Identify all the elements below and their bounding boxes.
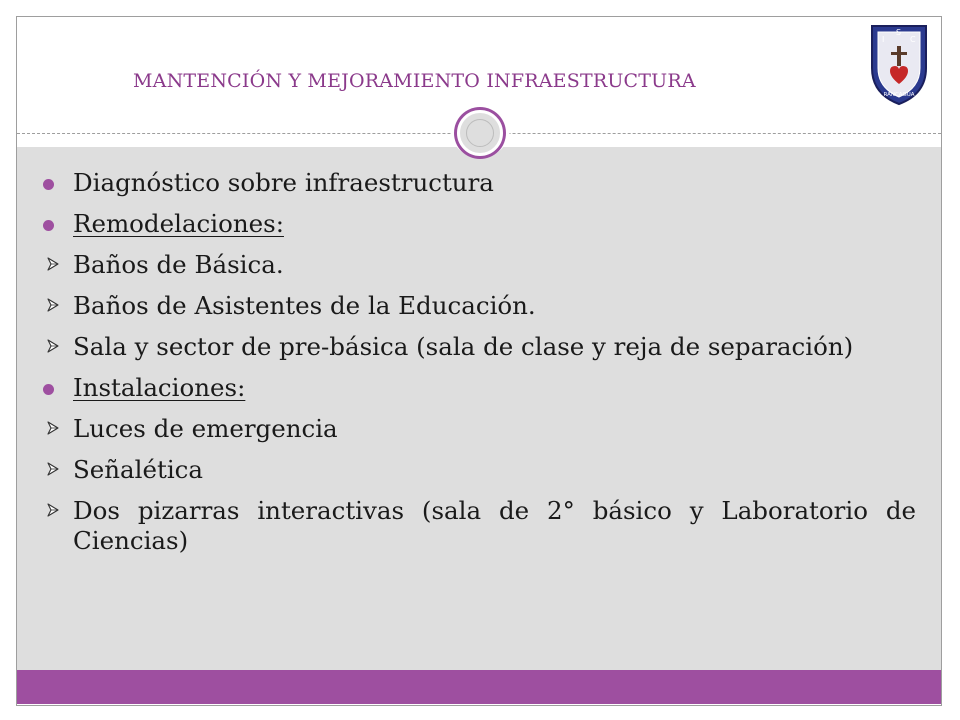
bullet-item <box>40 373 916 403</box>
item-text: Sala y sector de pre-básica (sala de clase y reja de separación) <box>73 332 854 361</box>
bullet-item <box>40 209 916 239</box>
item-text: Remodelaciones: <box>73 209 284 238</box>
crest-letter-i: I <box>882 35 885 44</box>
sub-item <box>40 455 916 485</box>
item-text: Baños de Asistentes de la Educación. <box>73 291 536 320</box>
sub-item <box>40 414 916 444</box>
item-text: Diagnóstico sobre infraestructura <box>73 168 494 197</box>
item-text: Instalaciones: <box>73 373 246 402</box>
sub-item <box>40 291 916 321</box>
school-crest-icon <box>868 22 930 106</box>
bullet-item <box>40 168 916 198</box>
sub-item <box>40 496 916 556</box>
bullet-list <box>40 168 916 567</box>
crest-letter-c: C <box>910 35 916 44</box>
circle-ornament-icon <box>457 110 503 156</box>
item-text: Señalética <box>73 455 204 484</box>
sub-item <box>40 250 916 280</box>
item-text: Dos pizarras interactivas (sala de 2° básico y Laboratorio de Ciencias) <box>73 496 916 555</box>
crest-motto: RANCAGUA <box>883 92 915 98</box>
footer-bar <box>17 670 941 704</box>
item-text: Luces de emergencia <box>73 414 338 443</box>
crest-letter-s: S <box>896 28 902 37</box>
slide-title: MANTENCIÓN Y MEJORAMIENTO INFRAESTRUCTURA <box>133 70 696 92</box>
sub-item <box>40 332 916 362</box>
item-text: Baños de Básica. <box>73 250 284 279</box>
